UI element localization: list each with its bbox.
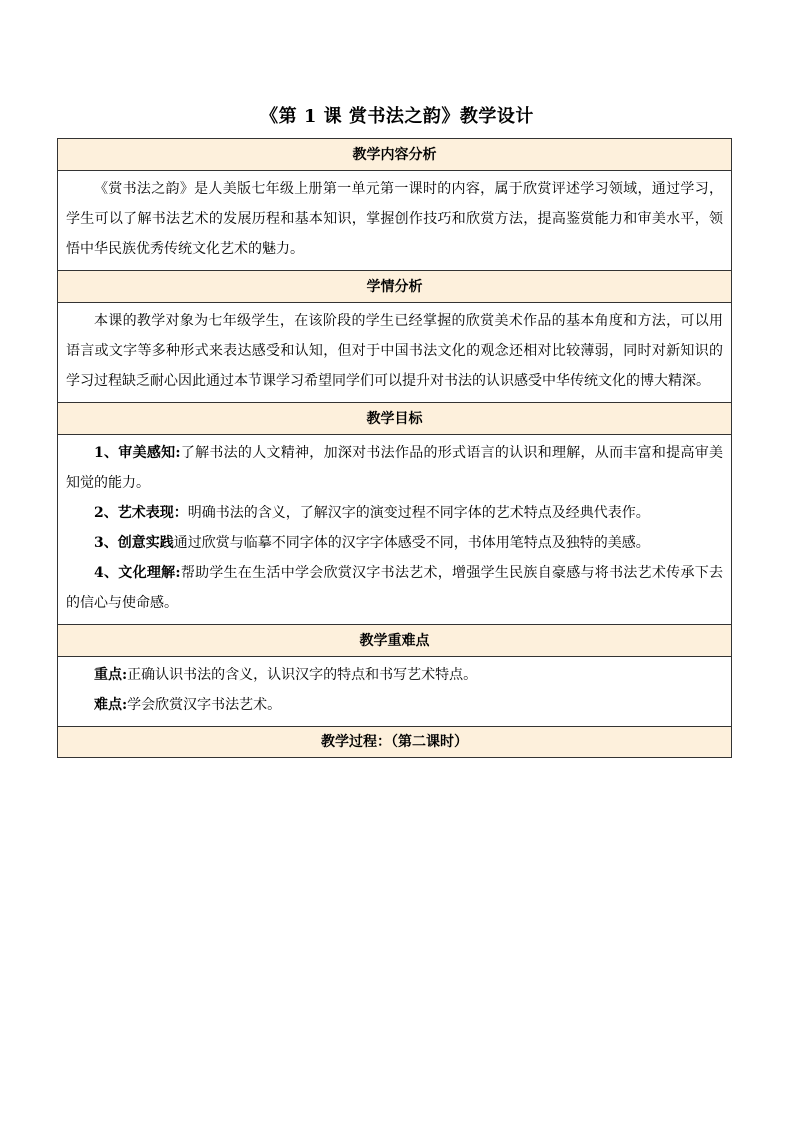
objective-label: 1、审美感知: <box>94 445 181 461</box>
key-point-text: 学会欣赏汉字书法艺术。 <box>127 697 282 713</box>
key-point-label: 重点: <box>94 667 128 683</box>
learner-analysis-body <box>58 303 731 403</box>
page-title: 《第 1 课 赏书法之韵》教学设计 <box>260 106 534 127</box>
objectives-heading: 教学目标 <box>58 403 731 435</box>
key-point-label: 难点: <box>94 697 128 713</box>
objective-text: 帮助学生在生活中学会欣赏汉字书法艺术，增强学生民族自豪感与将书法艺术传承下去的信心与使命感。 <box>66 565 723 611</box>
objective-text: 通过欣赏与临摹不同字体的汉字字体感受不同，书体用笔特点及独特的美感。 <box>173 535 650 551</box>
learner-analysis-text: 本课的教学对象为七年级学生，在该阶段的学生已经掌握的欣赏美术作品的基本角度和方法，可以用语言或文字等多种形式来表达感受和认知，但对于中国书法文化的观念还相对比较薄弱，同时对新知识的学习过程缺乏耐心因此通过本节课学习希望同学们可以提升对书法的认识感受中华传统文化的博大精深。 <box>66 313 723 389</box>
objective-label: 2、艺术表现： <box>94 505 188 521</box>
objective-item <box>66 498 723 528</box>
objectives-body <box>58 435 731 625</box>
objective-label: 4、文化理解: <box>94 565 181 581</box>
key-point-item <box>66 690 723 720</box>
key-point-text: 正确认识书法的含义，认识汉字的特点和书写艺术特点。 <box>127 667 478 683</box>
key-point-item <box>66 660 723 690</box>
process-heading: 教学过程：（第二课时） <box>58 727 731 758</box>
objective-text: 明确书法的含义，了解汉字的演变过程不同字体的艺术特点及经典代表作。 <box>187 505 650 521</box>
objective-label: 3、创意实践 <box>94 535 174 551</box>
objective-item <box>66 558 723 618</box>
content-analysis-text: 《赏书法之韵》是人美版七年级上册第一单元第一课时的内容，属于欣赏评述学习领域，通过学习，学生可以了解书法艺术的发展历程和基本知识，掌握创作技巧和欣赏方法，提高鉴赏能力和审美水平，领悟中华民族优秀传统文化艺术的魅力。 <box>66 181 723 257</box>
key-points-body <box>58 657 731 727</box>
content-analysis-heading: 教学内容分析 <box>58 139 731 171</box>
learner-analysis-heading: 学情分析 <box>58 271 731 303</box>
objective-item <box>66 528 723 558</box>
lesson-plan-table <box>57 138 732 758</box>
objective-text: 了解书法的人文精神，加深对书法作品的形式语言的认识和理解，从而丰富和提高审美知觉的能力。 <box>66 445 723 491</box>
key-points-heading: 教学重难点 <box>58 625 731 657</box>
objective-item <box>66 438 723 498</box>
content-analysis-body <box>58 171 731 271</box>
